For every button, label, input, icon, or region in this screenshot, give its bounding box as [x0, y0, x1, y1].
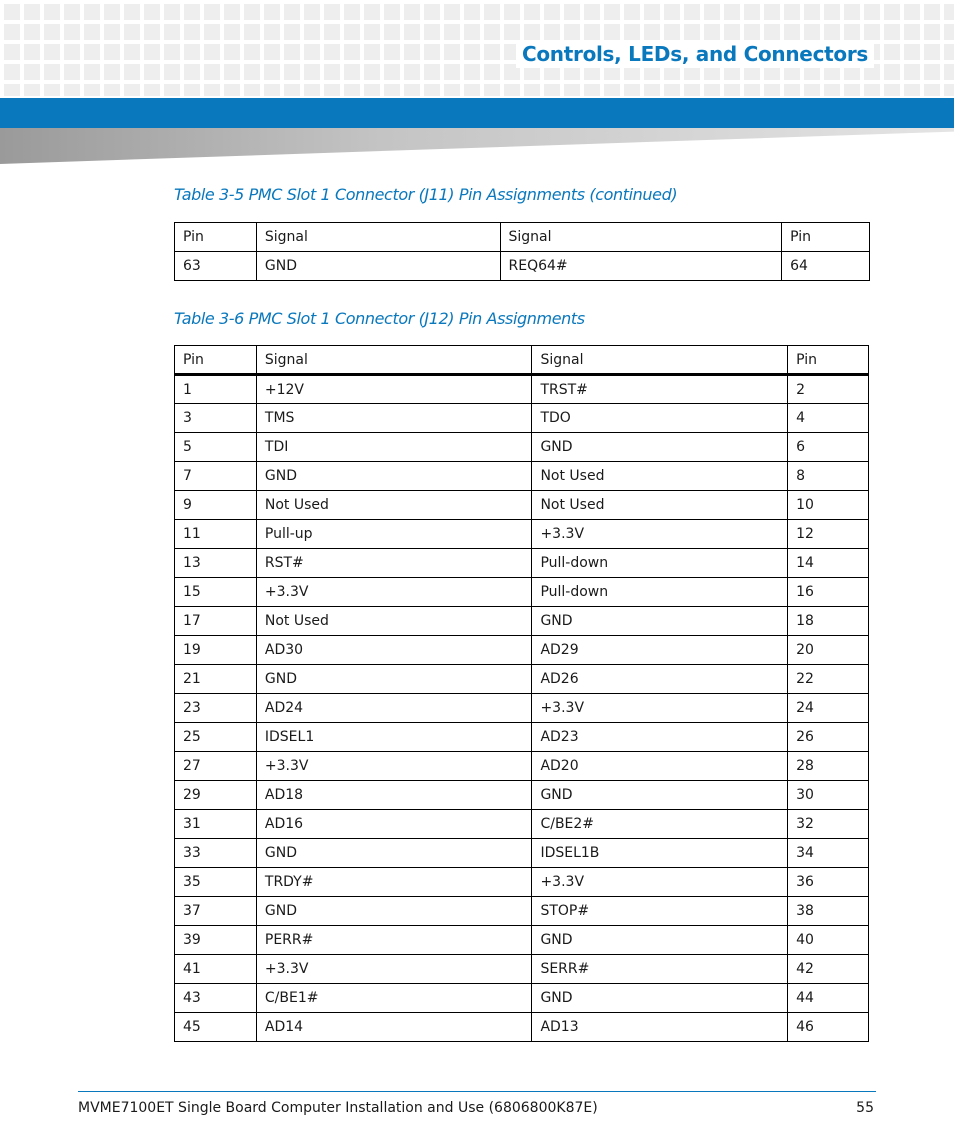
header-swoosh — [0, 128, 954, 164]
table-cell: 45 — [175, 1013, 257, 1042]
table-cell: SERR# — [532, 955, 788, 984]
table-cell: 33 — [175, 839, 257, 868]
table-cell: 36 — [788, 868, 869, 897]
table-cell: AD30 — [256, 636, 532, 665]
footer-document-title: MVME7100ET Single Board Computer Installation and Use (6806800K87E) — [78, 1100, 598, 1116]
table-row — [175, 252, 870, 281]
table-cell: GND — [532, 607, 788, 636]
table-cell: +3.3V — [256, 578, 532, 607]
table-cell: Not Used — [256, 607, 532, 636]
table2-pin-assignments — [174, 345, 869, 1042]
table-row — [175, 433, 869, 462]
table-cell: GND — [256, 252, 500, 281]
table-cell: IDSEL1 — [256, 723, 532, 752]
table-row — [175, 868, 869, 897]
table-cell: 42 — [788, 955, 869, 984]
table-row — [175, 491, 869, 520]
table-row — [175, 462, 869, 491]
table-cell: 12 — [788, 520, 869, 549]
table-cell: 20 — [788, 636, 869, 665]
table-cell: C/BE2# — [532, 810, 788, 839]
table2-header — [175, 346, 869, 375]
table-cell: 16 — [788, 578, 869, 607]
table1-header-row — [175, 223, 870, 252]
table-cell: TDI — [256, 433, 532, 462]
table-cell: 24 — [788, 694, 869, 723]
table-cell: 21 — [175, 665, 257, 694]
table-row — [175, 984, 869, 1013]
table-cell: 14 — [788, 549, 869, 578]
table-cell: GND — [532, 984, 788, 1013]
table-cell: 6 — [788, 433, 869, 462]
table-cell: 46 — [788, 1013, 869, 1042]
table-cell: AD16 — [256, 810, 532, 839]
table-cell: AD20 — [532, 752, 788, 781]
table-cell: 15 — [175, 578, 257, 607]
table-row — [175, 897, 869, 926]
table-cell: +3.3V — [532, 694, 788, 723]
table-cell: 26 — [788, 723, 869, 752]
table-row — [175, 752, 869, 781]
page-number: 55 — [856, 1100, 874, 1116]
table-cell: GND — [256, 897, 532, 926]
table-cell: REQ64# — [500, 252, 782, 281]
table-row — [175, 375, 869, 404]
table-cell: 31 — [175, 810, 257, 839]
table-row — [175, 636, 869, 665]
table-cell: 7 — [175, 462, 257, 491]
table-cell: 64 — [782, 252, 870, 281]
table-cell: GND — [532, 781, 788, 810]
table-cell: TRST# — [532, 375, 788, 404]
table-cell: C/BE1# — [256, 984, 532, 1013]
table-row — [175, 810, 869, 839]
table-cell: 29 — [175, 781, 257, 810]
table-cell: 22 — [788, 665, 869, 694]
table-cell: AD14 — [256, 1013, 532, 1042]
table-cell: AD24 — [256, 694, 532, 723]
table-cell: +3.3V — [532, 520, 788, 549]
table-row — [175, 694, 869, 723]
table-cell: GND — [532, 433, 788, 462]
table-cell: 32 — [788, 810, 869, 839]
table-cell: 5 — [175, 433, 257, 462]
table-cell: Not Used — [256, 491, 532, 520]
table1-body — [175, 223, 870, 281]
table-cell: 11 — [175, 520, 257, 549]
table-cell: PERR# — [256, 926, 532, 955]
table-cell: TMS — [256, 404, 532, 433]
table2-header-cell: Signal — [532, 346, 788, 375]
table-cell: 37 — [175, 897, 257, 926]
table-cell: 1 — [175, 375, 257, 404]
table-cell: 39 — [175, 926, 257, 955]
table-cell: +12V — [256, 375, 532, 404]
table-cell: 35 — [175, 868, 257, 897]
table-cell: Not Used — [532, 491, 788, 520]
table-cell: 63 — [175, 252, 257, 281]
table-cell: TDO — [532, 404, 788, 433]
table-row — [175, 549, 869, 578]
table2-header-row — [175, 346, 869, 375]
table-row — [175, 578, 869, 607]
table-cell: 41 — [175, 955, 257, 984]
section-title: Controls, LEDs, and Connectors — [516, 40, 874, 68]
table-row — [175, 665, 869, 694]
table-row — [175, 723, 869, 752]
table-cell: Pull-down — [532, 578, 788, 607]
table-cell: +3.3V — [532, 868, 788, 897]
table-cell: 3 — [175, 404, 257, 433]
table-cell: AD29 — [532, 636, 788, 665]
table-cell: +3.3V — [256, 752, 532, 781]
table-cell: 27 — [175, 752, 257, 781]
table-cell: 34 — [788, 839, 869, 868]
footer-rule — [78, 1091, 876, 1092]
table-cell: Not Used — [532, 462, 788, 491]
table-cell: 4 — [788, 404, 869, 433]
table-row — [175, 781, 869, 810]
table-cell: 25 — [175, 723, 257, 752]
table-row — [175, 404, 869, 433]
table-cell: 2 — [788, 375, 869, 404]
table-row — [175, 839, 869, 868]
table-cell: 40 — [788, 926, 869, 955]
table-row — [175, 955, 869, 984]
table2-header-cell: Pin — [788, 346, 869, 375]
table-cell: 10 — [788, 491, 869, 520]
header-band — [0, 98, 954, 128]
table1-header-cell: Pin — [175, 223, 257, 252]
table-cell: STOP# — [532, 897, 788, 926]
table-cell: AD23 — [532, 723, 788, 752]
table-cell: 8 — [788, 462, 869, 491]
table-cell: Pull-up — [256, 520, 532, 549]
table-cell: GND — [256, 665, 532, 694]
table-cell: 28 — [788, 752, 869, 781]
table-cell: 19 — [175, 636, 257, 665]
table-cell: AD18 — [256, 781, 532, 810]
table1-header-cell: Signal — [256, 223, 500, 252]
table-cell: 43 — [175, 984, 257, 1013]
table-cell: 30 — [788, 781, 869, 810]
table-cell: 38 — [788, 897, 869, 926]
table-cell: +3.3V — [256, 955, 532, 984]
table-cell: 17 — [175, 607, 257, 636]
table1-header-cell: Pin — [782, 223, 870, 252]
table-cell: TRDY# — [256, 868, 532, 897]
table-cell: GND — [256, 462, 532, 491]
table-cell: RST# — [256, 549, 532, 578]
table-row — [175, 1013, 869, 1042]
table-cell: 44 — [788, 984, 869, 1013]
table-cell: GND — [532, 926, 788, 955]
table-row — [175, 607, 869, 636]
table-cell: 18 — [788, 607, 869, 636]
table-cell: Pull-down — [532, 549, 788, 578]
table2-body — [175, 375, 869, 1042]
table2-header-cell: Signal — [256, 346, 532, 375]
table-cell: 9 — [175, 491, 257, 520]
table1-pin-assignments — [174, 222, 870, 281]
table2-caption: Table 3-6 PMC Slot 1 Connector (J12) Pin Assignments — [174, 309, 585, 328]
table-cell: AD13 — [532, 1013, 788, 1042]
table-cell: AD26 — [532, 665, 788, 694]
table-row — [175, 926, 869, 955]
table-cell: GND — [256, 839, 532, 868]
table1-header-cell: Signal — [500, 223, 782, 252]
table-row — [175, 520, 869, 549]
table-cell: 13 — [175, 549, 257, 578]
table-cell: 23 — [175, 694, 257, 723]
table2-header-cell: Pin — [175, 346, 257, 375]
table-cell: IDSEL1B — [532, 839, 788, 868]
table1-caption: Table 3-5 PMC Slot 1 Connector (J11) Pin Assignments (continued) — [174, 185, 678, 204]
